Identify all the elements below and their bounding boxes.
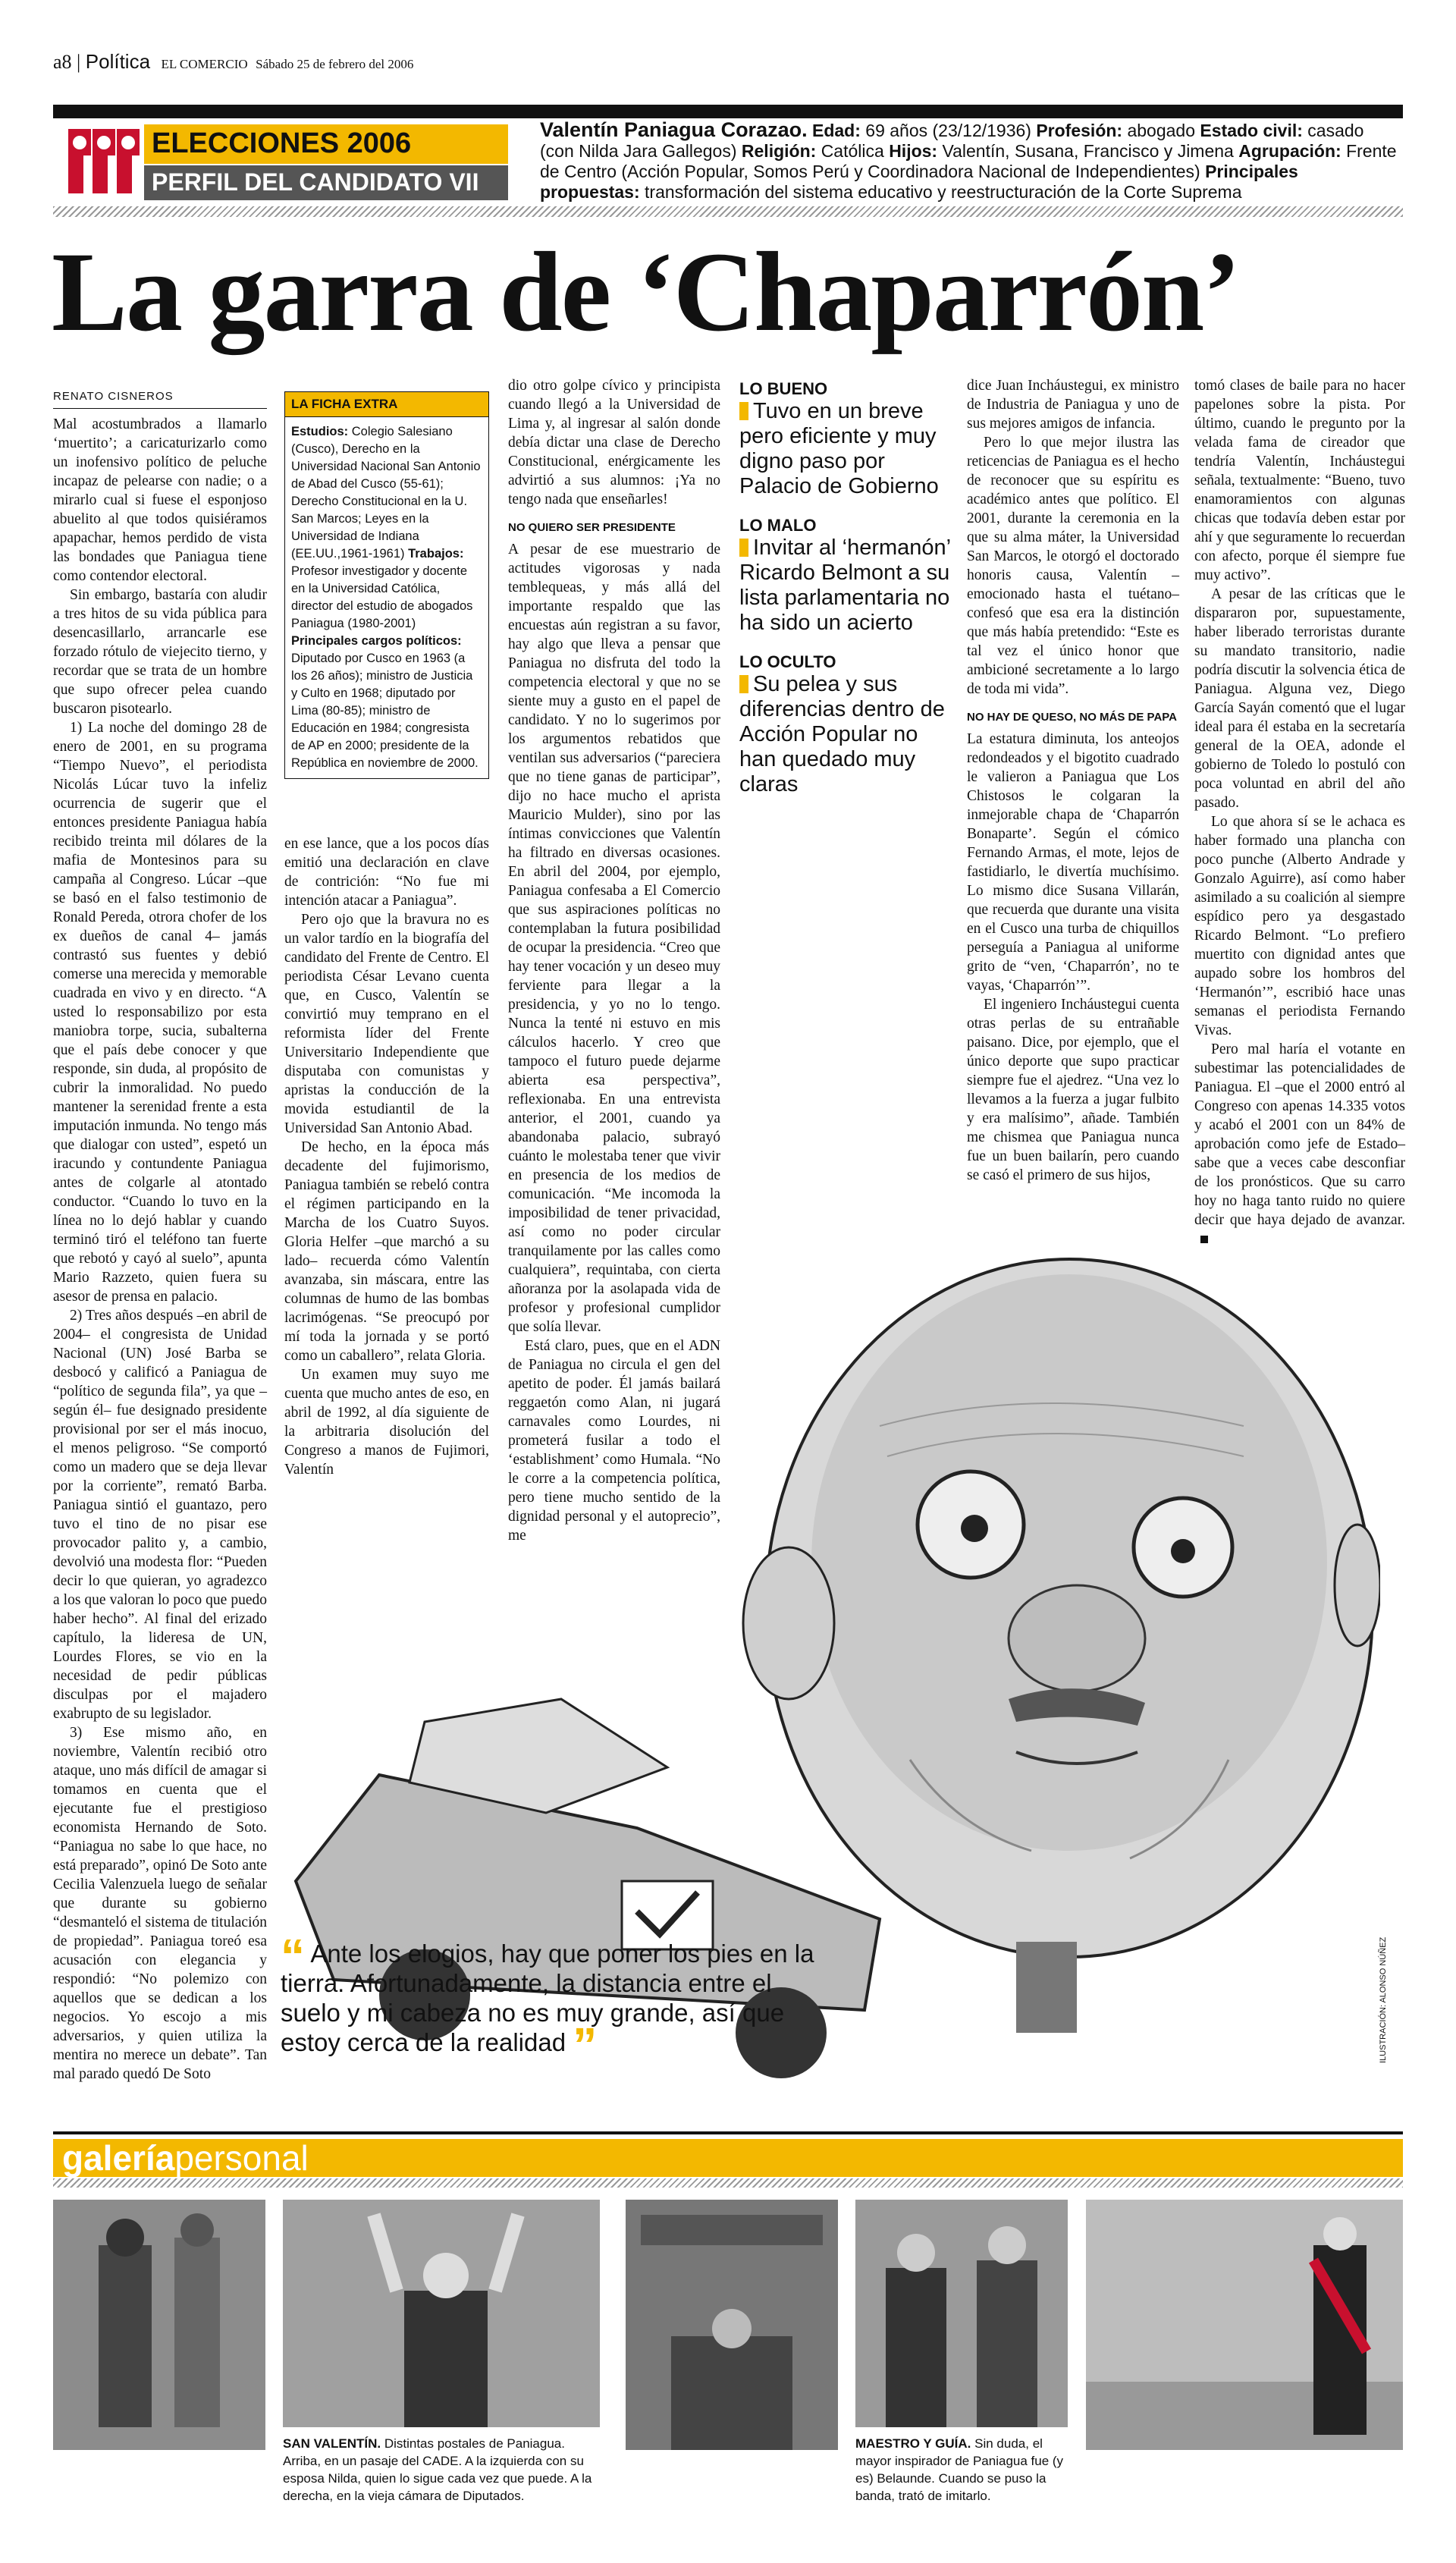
ficha-extra-box bbox=[284, 391, 489, 779]
lo-malo-text: Invitar al ‘hermanón’ Ricardo Belmont a su lista parlamentaria no ha sido un acierto bbox=[739, 536, 951, 635]
label-hijos: Hijos: bbox=[889, 141, 938, 161]
article-paragraph: De hecho, en la época más decadente del fujimorismo, Paniagua también se rebeló contra el régimen participando en la Marcha de los Cuatro Suyos. Gloria Helfer –que marchó a su lado– recuerda cómo Valentín avanzaba, sin máscara, entre las columnas de humo de las bombas lacrimógenas. “Se preocupó por mí toda la jornada y se portó como un caballero”, relata Gloria. bbox=[284, 1139, 489, 1364]
value-propuestas: transformación del sistema educativo y reestructuración de la Corte Suprema bbox=[645, 182, 1242, 202]
caption-san-valentin-text: Distintas postales de Paniagua. Arriba, en un pasaje del CADE. A la izquierda con su esposa Nilda, quien lo sigue cada vez que puede. A la derecha, en la vieja cámara de Diputados. bbox=[283, 2436, 592, 2503]
publication-date: Sábado 25 de febrero del 2006 bbox=[256, 57, 414, 71]
accent-bar bbox=[739, 675, 748, 693]
value-profesion: abogado bbox=[1127, 121, 1196, 140]
banner-subtitle: PERFIL DEL CANDIDATO VII bbox=[152, 168, 479, 196]
illustration-credit: ILUSTRACIÓN: ALONSO NÚÑEZ bbox=[1379, 1936, 1388, 2063]
article-column-6 bbox=[1194, 376, 1405, 1249]
gallery-title-bold: galería bbox=[62, 2138, 175, 2178]
ficha-label-trabajos: Trabajos: bbox=[408, 547, 464, 561]
ficha-estudios: Colegio Salesiano (Cusco), Derecho en la Universidad Nacional San Antonio de Abad del Cusco (55-61); Derecho Constitucional en la U. San Marcos; Leyes en la Universidad de Indiana (EE.UU.,1961-1961) bbox=[291, 425, 481, 561]
lo-malo-heading: LO MALO bbox=[739, 516, 817, 535]
photo-camara-diputados bbox=[626, 2200, 838, 2450]
elections-logo-icon bbox=[53, 121, 144, 201]
open-quote-icon: “ bbox=[281, 1929, 305, 1983]
caption-maestro-guia-title: MAESTRO Y GUÍA. bbox=[855, 2436, 971, 2451]
article-column-1 bbox=[53, 387, 267, 2084]
photo-belaunde bbox=[855, 2200, 1068, 2427]
close-quote-icon: ” bbox=[573, 2018, 598, 2072]
article-paragraph: Un examen muy suyo me cuenta que mucho antes de eso, en abril de 1992, al día siguiente de la arbitraria disolución del Congreso a manos de Fujimori, Valentín bbox=[284, 1367, 489, 1478]
banner-rule bbox=[53, 105, 1403, 118]
article-paragraph: dio otro golpe cívico y principista cuando llegó a la Universidad de Lima y, al ingresar al salón donde debía dictar una clase de Derecho Constitucional, enérgicamente les advirtió a sus alumnos: ¡Ya no tengo nada que enseñarles! bbox=[508, 378, 720, 507]
gallery-hatch bbox=[53, 2178, 1403, 2188]
lo-bueno-heading: LO BUENO bbox=[739, 379, 828, 398]
candidate-profile bbox=[540, 120, 1401, 203]
value-religion: Católica bbox=[821, 141, 884, 161]
banner-title: ELECCIONES 2006 bbox=[152, 127, 412, 159]
article-paragraph: Sin embargo, bastaría con aludir a tres hitos de su vida pública para desencasillarlo, arrancarle ese forzado rótulo de viejecito tierno, y recordar que se trata de un hombre que supo ofrecer pelea cuando buscaron pisotearlo. bbox=[53, 587, 267, 717]
article-paragraph: El ingeniero Incháustegui cuenta otras perlas de su entrañable paisano. Dice, por ejemplo, que el único deporte que supo practicar siempre fue el ajedrez. “Una vez lo llevamos a la fuerza a jugar fulbito y era malísimo”, añade. También me chismea que Paniagua nunca fue un buen bailarín, pero cuando se casó el primero de sus hijos, bbox=[967, 997, 1179, 1183]
page-number: a8 bbox=[53, 51, 72, 73]
page-folio: a8 | Política EL COMERCIO Sábado 25 de febrero del 2006 bbox=[53, 50, 414, 73]
section-name: Política bbox=[85, 50, 151, 73]
gallery-title-light: personal bbox=[174, 2138, 309, 2178]
value-estado-civil: casado (con Nilda Jara Gallegos) bbox=[540, 121, 1364, 161]
accent-bar bbox=[739, 539, 748, 557]
label-religion: Religión: bbox=[741, 141, 817, 161]
caption-maestro-guia bbox=[855, 2435, 1068, 2505]
gallery-title bbox=[62, 2137, 309, 2178]
article-paragraph: en ese lance, que a los pocos días emitió una declaración en clave de contrición: “No fue mi intención atacar a Paniagua”. bbox=[284, 836, 489, 909]
label-profesion: Profesión: bbox=[1036, 121, 1123, 140]
label-agrupacion: Agrupación: bbox=[1238, 141, 1341, 161]
headline: La garra de ‘Chaparrón’ bbox=[52, 229, 1240, 355]
article-paragraph: dice Juan Incháustegui, ex ministro de Industria de Paniagua y uno de sus mejores amigos de infancia. bbox=[967, 378, 1179, 432]
byline: RENATO CISNEROS bbox=[53, 387, 267, 409]
article-paragraph: A pesar de ese muestrario de actitudes vigorosas y nada temblequeas, y más allá del importante respaldo que las encuestas aún registran a su favor, hay algo que lleva a pensar que Paniagua no disfruta del todo la competencia electoral y que no se siente muy a gusto en el papel de candidato. Y no lo sugerimos por los argumentos rebatidos que ventilan sus adversarios (“pareciera que no tiene ganas de participar”, dijo no hace mucho el aprista Mauricio Mulder), sino por las íntimas convicciones que Valentín ha filtrado en diversas ocasiones. En abril del 2004, por ejemplo, Paniagua confesaba a El Comercio que sus aspiraciones políticas no contemplaban la futura posibilidad de ocupar la presidencia. “Creo que hay tener vocación y un deseo muy ferviente para llegar a la presidencia, y yo no lo tengo. Nunca la tenté ni estuvo en mis cálculos hacerlo. Y creo que tampoco el futuro puede dejarme abierta esa perspectiva”, reflexionaba. En una entrevista anterior, el 2001, cuando ya abandonaba palacio, subrayó cuánto le molestaba tener que vivir en presencia de los medios de comunicación. “Me incomoda la imposibilidad de tener privacidad, así como no poder circular tranquilamente por las calles como cualquiera”, requintaba, con cierta añoranza por la asolapada vida de profesor y profesional cumplidor que solía llevar. bbox=[508, 542, 720, 1335]
article-paragraph: Pero ojo que la bravura no es un valor tardío en la biografía del candidato del Frente de Centro. El periodista César Levano cuenta que, en Cusco, Valentín se convirtió muy temprano en el reformista líder del Frente Universitario Independiente que disputaba con comunistas y apristas la conducción de la movida estudiantil de la Universidad San Antonio Abad. bbox=[284, 912, 489, 1136]
ficha-cargos: Diputado por Cusco en 1963 (a los 26 años); ministro de Justicia y Culto en 1968; diputado por Lima (80-85); ministro de Educación en 1984; congresista de AP en 2000; presidente de la República en noviembre de 2000. bbox=[291, 652, 479, 770]
label-estado-civil: Estado civil: bbox=[1200, 121, 1303, 140]
lo-oculto-heading: LO OCULTO bbox=[739, 652, 836, 671]
pull-quote-text: Ante los elogios, hay que poner los pies en la tierra. Afortunadamente, la distancia entre el suelo y mi cabeza no es muy grande, así que estoy cerca de la realidad bbox=[281, 1940, 814, 2056]
lo-bueno-text: Tuvo en un breve pero eficiente y muy digno paso por Palacio de Gobierno bbox=[739, 399, 939, 498]
banner-yellow-extension bbox=[432, 124, 508, 164]
article-paragraph: Pero lo que mejor ilustra las reticencias de Paniagua es el hecho de reconocer que su espíritu es académico antes que político. El 2001, durante la ceremonia en la que su alma máter, la Universidad San Marcos, le otorgó el doctorado honoris causa, Valentín –emocionado hasta el tuétano– confesó que esa era la distinción que más había pretendido: “Este es tal vez el único honor que ambicioné secretamente a lo largo de toda mi vida”. bbox=[967, 435, 1179, 697]
article-paragraph: 2) Tres años después –en abril de 2004– el congresista de Unidad Nacional (UN) José Barba se desbocó y calificó a Paniagua de “político de segunda fila”, ya que –según él– fue designado presidente provisional por ser el más inocuo, el menos peligroso. “Se comportó como un madero que se deja llevar por la corriente”, remató Barba. Paniagua sintió el guantazo, pero tuvo el tino de no pisar ese provocador palito y, a cambio, devolvió una modesta flor: “Pueden decir lo que quieran, yo agradezco a los que valoran lo poco que puedo haber hecho”. Al final del erizado capítulo, la lideresa de UN, Lourdes Flores, se vio en la necesidad de pedir públicas disculpas por el majadero exabrupto de su legislador. bbox=[53, 1308, 267, 1722]
article-paragraph: Mal acostumbrados a llamarlo ‘muertito’; a caricaturizarlo como un inofensivo político de peluche incapaz de pelearse con nadie; o a mirarlo cual si fuese el esponjoso abuelito al que todos quisiéramos apapachar, hemos perdido de vista las bondades que Paniagua tiene como contendor electoral. bbox=[53, 416, 267, 584]
article-paragraph: A pesar de las críticas que le dispararon por, supuestamente, haber liberado terroristas durante su mandato transitorio, nadie podría discutir la solvencia ética de Paniagua. Alguna vez, Diego García Sayán comentó que el lugar ideal para él estaba en la secretaría general de la OEA, adonde el gobierno de Toledo lo postuló con poca voluntad en abril del año pasado. bbox=[1194, 586, 1405, 811]
ficha-body bbox=[285, 417, 488, 778]
subhead-no-quiero: NO QUIERO SER PRESIDENTE bbox=[508, 521, 676, 534]
article-column-5 bbox=[967, 376, 1179, 1185]
caption-san-valentin bbox=[283, 2435, 600, 2505]
candidate-name: Valentín Paniagua Corazao. bbox=[540, 118, 808, 141]
article-paragraph: Pero mal haría el votante en subestimar las potencialidades de Paniagua. El –que el 2000 entró al Congreso con apenas 14.335 votos y acabó el 2001 con un 84% de aprobación como jefe de Estado– sabe que a veces cabe desconfiar de los pronósticos. Que su carro hoy no haga tanto ruido no quiere decir que haya dejado de avanzar. bbox=[1194, 1041, 1405, 1228]
ficha-label-cargos: Principales cargos políticos: bbox=[291, 634, 462, 648]
caption-san-valentin-title: SAN VALENTÍN. bbox=[283, 2436, 381, 2451]
subhead-no-hay-de-queso: NO HAY DE QUESO, NO MÁS DE PAPA bbox=[967, 711, 1177, 724]
pull-quote bbox=[281, 1929, 827, 2072]
article-paragraph: tomó clases de baile para no hacer papelones sobre la pista. Por último, cuando le pregunto por la velada fama de cireador que tendría Valentín, Incháustegui señala, textualmente: “Bueno, tuvo enamoramientos con algunas chicas que todavía deben estar por ahí y que seguramente lo recuerdan con afecto, porque él siempre fue muy activo”. bbox=[1194, 378, 1405, 583]
ficha-label-estudios: Estudios: bbox=[291, 425, 349, 438]
label-edad: Edad: bbox=[812, 121, 861, 140]
article-paragraph: 1) La noche del domingo 28 de enero de 2001, en su programa “Tiempo Nuevo”, el periodista Nicolás Lúcar tuvo la infeliz ocurrencia de sugerir que el entonces presidente Paniagua había recibido treinta mil dólares de la mafia de Montesinos para su campaña al Congreso. Lúcar –que se basó en el falso testimonio de Ronald Pereda, otrora chofer de los ex dueños de canal 4– jamás contrastó sus fuentes y debió comerse una merecida y memorable cuadrada en vivo y en directo. “A usted lo responsabilizo por esta maniobra torpe, sucia, subalterna que el país debe conocer y que responde, sin duda, al propósito de cubrir la inmoralidad. No puedo mantener la serenidad frente a esta imputación inmunda. No tengo más que dialogar con usted”, espetó un iracundo y contundente Paniagua antes de colgarle al atontado conductor. “Cuando lo tuvo en la línea no lo dejó hablar y cuando terminó tiró el teléfono tan fuerte que rebotó y cayó al suelo”, apunta Mario Razzeto, quien fuera su asesor de prensa en palacio. bbox=[53, 720, 267, 1305]
article-paragraph: 3) Ese mismo año, en noviembre, Valentín recibió otro ataque, uno más difícil de amagar si tomamos en cuenta que el ejecutante fue el prestigioso economista Hernando de Soto. “Paniagua no sabe lo que hace, no está preparado”, opinó De Soto ante Cecilia Valenzuela luego de señalar que durante su gobierno “desmanteló el sistema de titulación de propiedad”. Paniagua toreó esa acusación con elegancia y respondió: “No polemizo con aquellos que se dedican a los negocios. Yo escojo a mis adversarios, y quien utiliza la mentira no merece un debate”. Tan mal parado quedó De Soto bbox=[53, 1725, 267, 2082]
photo-banda-presidencial bbox=[1086, 2200, 1403, 2450]
value-edad: 69 años (23/12/1936) bbox=[865, 121, 1031, 140]
caption-maestro-guia-text: Sin duda, el mayor inspirador de Paniagua fue (y es) Belaunde. Cuando se puso la banda, trató de imitarlo. bbox=[855, 2436, 1064, 2503]
label-propuestas: Principales propuestas: bbox=[540, 162, 1298, 202]
article-paragraph: Está claro, pues, que en el ADN de Paniagua no circula el gen del apetito de poder. Él jamás bailará reggaetón como Alan, ni jugará carnavales como Lourdes, ni prometerá fusilar a todo el ‘establishment’ como Humala. “No le corre a la competencia política, pero tiene mucho sentido de la dignidad personal y el autoprecio”, me bbox=[508, 1338, 720, 1544]
article-paragraph: Lo que ahora sí se le achaca es haber formado una plancha con poco punche (Alberto Andrade y Gonzalo Aguirre), así como haber asimilado a su coalición al siempre espídico pero ya desgastado Ricardo Belmont. “Lo prefiero muertito con dignidad antes que aupado sobre los hombros del ‘Hermanón’”, escribió hace unas semanas el periodista Fernando Vivas. bbox=[1194, 814, 1405, 1038]
publication-name: EL COMERCIO bbox=[161, 57, 248, 71]
ficha-title: LA FICHA EXTRA bbox=[285, 392, 488, 417]
hatch-rule bbox=[53, 206, 1403, 217]
accent-bar bbox=[739, 402, 748, 420]
value-agrupacion: Frente de Centro (Acción Popular, Somos Perú y Coordinadora Nacional de Independientes) bbox=[540, 141, 1397, 181]
gallery-rule bbox=[53, 2131, 1403, 2134]
value-hijos: Valentín, Susana, Francisco y Jimena bbox=[942, 141, 1234, 161]
photo-couple bbox=[53, 2200, 265, 2450]
photo-cade bbox=[283, 2200, 600, 2427]
verdict-box bbox=[739, 379, 952, 797]
lo-oculto-text: Su pelea y sus diferencias dentro de Acción Popular no han quedado muy claras bbox=[739, 672, 945, 796]
ficha-trabajos: Profesor investigador y docente en la Universidad Católica, director del estudio de abogados Paniagua (1980-2001) bbox=[291, 564, 473, 630]
article-paragraph: La estatura diminuta, los anteojos redondeados y el bigotito cuadrado le valieron a Paniagua que Los Chistosos le colgaran la inmejorable chapa de ‘Chaparrón Bonaparte’. Según el cómico Fernando Armas, el mote, lejos de fastidiarlo, le divertía muchísimo. Lo mismo dice Susana Villarán, que recuerda que durante una visita en el Cusco una turba de chiquillos perseguía a Paniagua al uniforme grito de “ven, ‘Chaparrón’, no te vayas, ‘Chaparrón’”. bbox=[967, 731, 1179, 994]
